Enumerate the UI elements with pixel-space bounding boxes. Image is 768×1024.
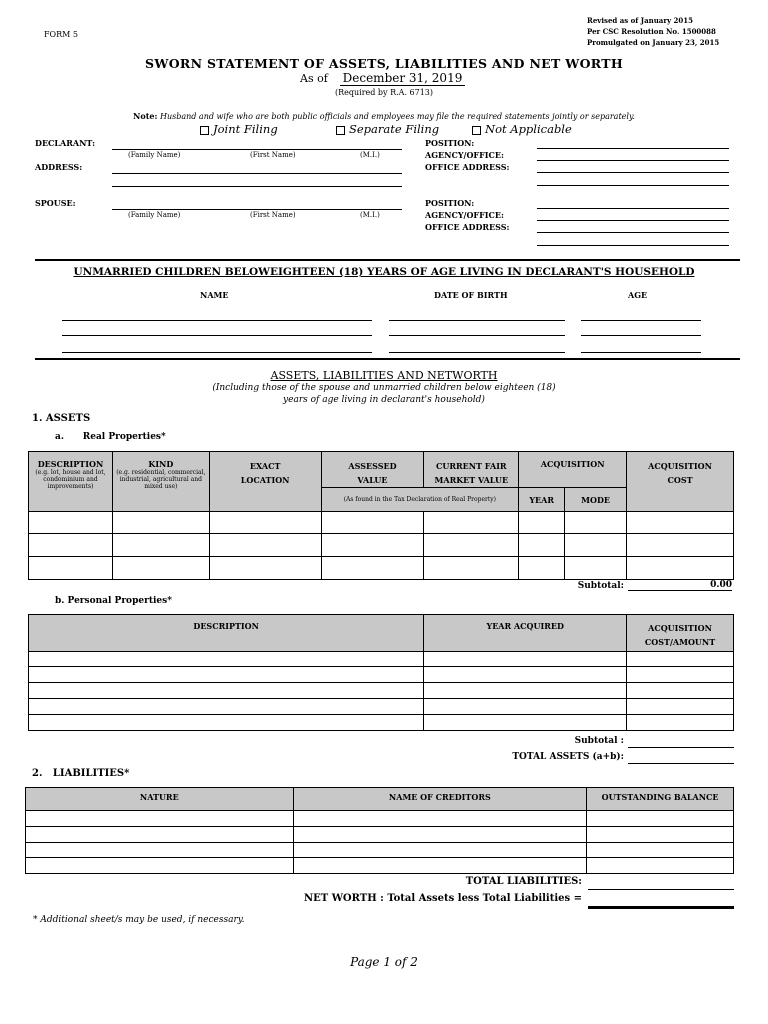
real-subtotal-label: Subtotal:	[577, 581, 624, 591]
spouse-agency-label: AGENCY/OFFICE:	[425, 210, 504, 220]
col-market-value: CURRENT FAIR MARKET VALUE	[424, 452, 519, 488]
position-field[interactable]	[537, 148, 729, 149]
agency-label: AGENCY/OFFICE:	[425, 150, 504, 160]
total-assets-label: TOTAL ASSETS (a+b):	[512, 752, 624, 762]
col-outstanding-balance: OUTSTANDING BALANCE	[587, 788, 734, 811]
personal-subtotal-label: Subtotal :	[574, 736, 624, 746]
liabilities-table	[25, 787, 734, 874]
revision-line: Per CSC Resolution No. 1500088	[587, 27, 716, 36]
assets-heading: 1. ASSETS	[32, 413, 91, 424]
table-row	[29, 557, 734, 580]
col-creditors: NAME OF CREDITORS	[293, 788, 587, 811]
personal-properties-table	[28, 614, 734, 731]
table-row	[29, 683, 734, 699]
children-col-dob: DATE OF BIRTH	[434, 290, 508, 300]
child-name-field[interactable]	[62, 335, 372, 336]
net-worth-field[interactable]	[588, 906, 734, 909]
children-title: UNMARRIED CHILDREN BELOWEIGHTEEN (18) YEARS OF AGE LIVING IN DECLARANT'S HOUSEHOLD	[73, 266, 695, 278]
total-liabilities-label: TOTAL LIABILITIES:	[465, 876, 582, 887]
separate-filing-option[interactable]: Separate Filing	[336, 122, 439, 136]
table-row	[26, 827, 734, 843]
note	[0, 111, 768, 121]
not-applicable-option[interactable]: Not Applicable	[472, 122, 572, 136]
col-acquisition-cost: ACQUISITION COST/AMOUNT	[627, 615, 734, 652]
aln-subtitle: years of age living in declarant's household)	[283, 395, 485, 405]
table-row	[26, 858, 734, 874]
office-address-field-2[interactable]	[537, 185, 729, 186]
revision-line: Revised as of January 2015	[587, 16, 693, 25]
section-divider	[35, 259, 740, 261]
section-divider	[35, 358, 740, 360]
footnote: * Additional sheet/s may be used, if necessary.	[33, 915, 245, 925]
col-exact-location: EXACT LOCATION	[209, 452, 321, 512]
as-of-label: As of	[300, 72, 328, 85]
family-name-caption: (Family Name)	[128, 151, 181, 159]
spouse-position-field[interactable]	[537, 208, 729, 209]
checkbox-icon[interactable]	[336, 126, 345, 135]
revision-block	[587, 15, 719, 48]
col-mode: MODE	[565, 488, 627, 512]
joint-filing-option[interactable]: Joint Filing	[200, 122, 278, 136]
child-age-field[interactable]	[581, 335, 701, 336]
form-number: FORM 5	[44, 30, 78, 39]
total-liabilities-field[interactable]	[588, 889, 734, 890]
note-text: Husband and wife who are both public officials and employees may file the required statements jointly or separately.	[159, 112, 635, 121]
table-row	[29, 512, 734, 534]
spouse-agency-field[interactable]	[537, 220, 729, 221]
page-number: Page 1 of 2	[350, 955, 418, 969]
spouse-label: SPOUSE:	[35, 198, 76, 208]
office-address-label: OFFICE ADDRESS:	[425, 162, 510, 172]
net-worth-label: NET WORTH : Total Assets less Total Liabilities =	[304, 893, 582, 904]
table-row	[29, 699, 734, 715]
address-label: ADDRESS:	[35, 162, 83, 172]
mi-caption: (M.I.)	[360, 151, 380, 159]
page-title: SWORN STATEMENT OF ASSETS, LIABILITIES AND NET WORTH	[145, 56, 623, 71]
spouse-office-address-field-2[interactable]	[537, 245, 729, 246]
checkbox-icon[interactable]	[472, 126, 481, 135]
col-nature: NATURE	[26, 788, 294, 811]
col-acquisition: ACQUISITION	[519, 452, 627, 488]
revision-line: Promulgated on January 23, 2015	[587, 38, 720, 47]
table-row	[29, 715, 734, 731]
table-row	[29, 534, 734, 557]
personal-properties-label: b. Personal Properties*	[55, 596, 172, 606]
real-properties-label: a. Real Properties*	[55, 432, 166, 442]
family-name-caption: (Family Name)	[128, 211, 181, 219]
table-row	[29, 652, 734, 667]
first-name-caption: (First Name)	[250, 151, 296, 159]
address-field[interactable]	[112, 173, 402, 174]
declarant-label: DECLARANT:	[35, 138, 96, 148]
children-col-age: AGE	[628, 290, 648, 300]
spouse-position-label: POSITION:	[425, 198, 475, 208]
tax-declaration-note: (As found in the Tax Declaration of Real Property)	[321, 488, 519, 512]
first-name-caption: (First Name)	[250, 211, 296, 219]
col-kind: KIND (e.g. residential, commercial, industrial, agricultural and mixed use)	[112, 452, 209, 512]
table-row	[29, 667, 734, 683]
address-field-2[interactable]	[112, 186, 402, 187]
table-row	[26, 811, 734, 827]
child-dob-field[interactable]	[389, 320, 565, 321]
child-age-field[interactable]	[581, 320, 701, 321]
col-acquisition-cost: ACQUISITION COST	[627, 452, 734, 512]
child-name-field[interactable]	[62, 320, 372, 321]
spouse-office-address-field[interactable]	[537, 232, 729, 233]
children-col-name: NAME	[200, 290, 229, 300]
declarant-name-field[interactable]	[112, 149, 402, 150]
aln-subtitle: (Including those of the spouse and unmarried children below eighteen (18)	[212, 383, 556, 393]
real-properties-table	[28, 451, 734, 580]
col-description: DESCRIPTION (e.g. lot, house and lot, condominium and improvements)	[29, 452, 113, 512]
col-assessed-value: ASSESSED VALUE	[321, 452, 424, 488]
agency-field[interactable]	[537, 160, 729, 161]
child-dob-field[interactable]	[389, 335, 565, 336]
required-note: (Required by R.A. 6713)	[334, 88, 434, 97]
child-name-field[interactable]	[62, 352, 372, 353]
real-subtotal-value: 0.00	[628, 580, 732, 591]
col-description: DESCRIPTION	[29, 615, 424, 652]
spouse-name-field[interactable]	[112, 209, 402, 210]
spouse-office-address-label: OFFICE ADDRESS:	[425, 222, 510, 232]
total-assets-field[interactable]	[628, 763, 734, 764]
child-age-field[interactable]	[581, 352, 701, 353]
child-dob-field[interactable]	[389, 352, 565, 353]
note-label: Note:	[133, 111, 158, 121]
col-year-acquired: YEAR ACQUIRED	[424, 615, 627, 652]
checkbox-icon[interactable]	[200, 126, 209, 135]
col-year: YEAR	[519, 488, 565, 512]
aln-title: ASSETS, LIABILITIES AND NETWORTH	[270, 369, 498, 382]
mi-caption: (M.I.)	[360, 211, 380, 219]
personal-subtotal-field[interactable]	[628, 747, 734, 748]
as-of-date[interactable]: December 31, 2019	[340, 71, 465, 86]
table-row	[26, 843, 734, 858]
position-label: POSITION:	[425, 138, 475, 148]
liabilities-heading: 2. LIABILITIES*	[32, 768, 130, 779]
office-address-field[interactable]	[537, 172, 729, 173]
